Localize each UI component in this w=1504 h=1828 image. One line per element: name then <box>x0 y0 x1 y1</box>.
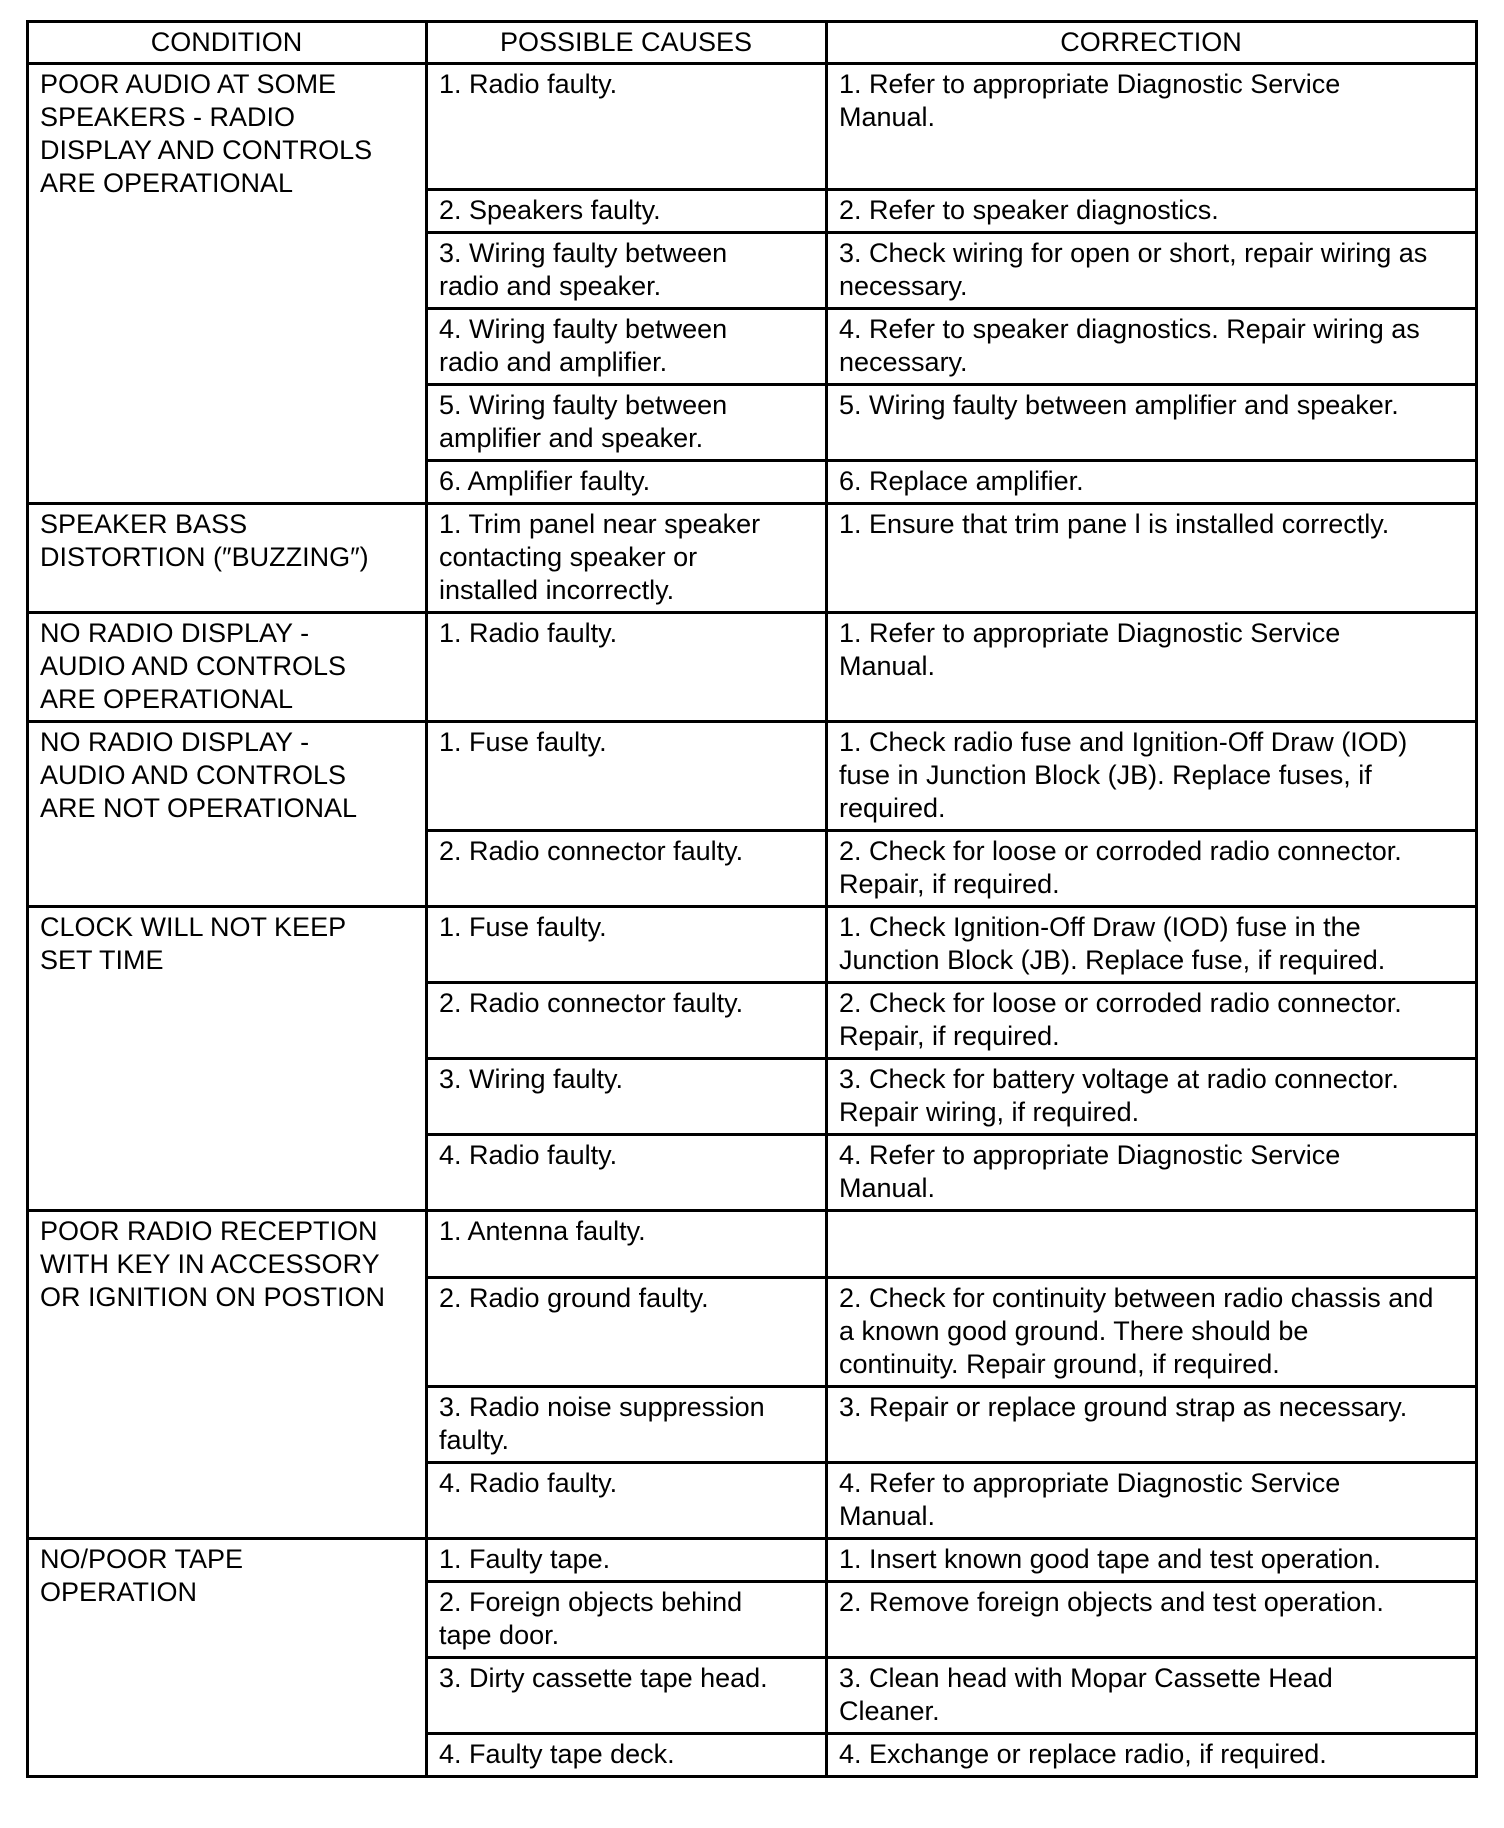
correction-cell: 5. Wiring faulty between amplifier and speaker. <box>827 385 1477 461</box>
correction-cell: 2. Refer to speaker diagnostics. <box>827 190 1477 233</box>
cause-cell: 4. Wiring faulty between radio and amplifier. <box>427 309 827 385</box>
table-row <box>28 1539 1477 1582</box>
cause-cell: 4. Radio faulty. <box>427 1463 827 1539</box>
correction-cell: 2. Check for loose or corroded radio connector. Repair, if required. <box>827 831 1477 907</box>
table-body <box>28 64 1477 1777</box>
correction-cell <box>827 1211 1477 1278</box>
condition-cell: CLOCK WILL NOT KEEP SET TIME <box>28 907 427 1211</box>
diagnosis-sheet <box>26 20 1475 1778</box>
table-row <box>28 64 1477 190</box>
cause-cell: 1. Antenna faulty. <box>427 1211 827 1278</box>
cause-cell: 3. Wiring faulty. <box>427 1059 827 1135</box>
correction-cell: 2. Remove foreign objects and test operation. <box>827 1582 1477 1658</box>
correction-cell: 4. Exchange or replace radio, if required. <box>827 1734 1477 1777</box>
correction-cell: 1. Check radio fuse and Ignition-Off Draw (IOD) fuse in Junction Block (JB). Replace fuses, if required. <box>827 722 1477 831</box>
cause-cell: 1. Trim panel near speaker contacting speaker or installed incorrectly. <box>427 504 827 613</box>
header-possible-causes: POSSIBLE CAUSES <box>427 22 827 64</box>
correction-cell: 3. Check for battery voltage at radio connector. Repair wiring, if required. <box>827 1059 1477 1135</box>
correction-cell: 4. Refer to appropriate Diagnostic Service Manual. <box>827 1135 1477 1211</box>
correction-cell: 3. Clean head with Mopar Cassette Head Cleaner. <box>827 1658 1477 1734</box>
cause-cell: 5. Wiring faulty between amplifier and speaker. <box>427 385 827 461</box>
correction-cell: 4. Refer to speaker diagnostics. Repair wiring as necessary. <box>827 309 1477 385</box>
correction-cell: 2. Check for loose or corroded radio connector. Repair, if required. <box>827 983 1477 1059</box>
condition-cell: NO RADIO DISPLAY - AUDIO AND CONTROLS ARE NOT OPERATIONAL <box>28 722 427 907</box>
header-correction: CORRECTION <box>827 22 1477 64</box>
correction-cell: 1. Ensure that trim pane l is installed correctly. <box>827 504 1477 613</box>
correction-cell: 1. Insert known good tape and test operation. <box>827 1539 1477 1582</box>
diagnosis-table <box>26 20 1478 1778</box>
cause-cell: 2. Radio ground faulty. <box>427 1278 827 1387</box>
cause-cell: 1. Fuse faulty. <box>427 907 827 983</box>
table-row <box>28 1211 1477 1278</box>
table-row <box>28 722 1477 831</box>
condition-cell: POOR RADIO RECEPTION WITH KEY IN ACCESSORY OR IGNITION ON POSTION <box>28 1211 427 1539</box>
cause-cell: 3. Wiring faulty between radio and speaker. <box>427 233 827 309</box>
cause-cell: 1. Faulty tape. <box>427 1539 827 1582</box>
correction-cell: 3. Check wiring for open or short, repair wiring as necessary. <box>827 233 1477 309</box>
cause-cell: 4. Radio faulty. <box>427 1135 827 1211</box>
table-row <box>28 613 1477 722</box>
cause-cell: 6. Amplifier faulty. <box>427 461 827 504</box>
correction-cell: 4. Refer to appropriate Diagnostic Service Manual. <box>827 1463 1477 1539</box>
header-row <box>28 22 1477 64</box>
cause-cell: 2. Radio connector faulty. <box>427 983 827 1059</box>
correction-cell: 6. Replace amplifier. <box>827 461 1477 504</box>
correction-cell: 1. Refer to appropriate Diagnostic Service Manual. <box>827 64 1477 190</box>
cause-cell: 1. Fuse faulty. <box>427 722 827 831</box>
cause-cell: 2. Speakers faulty. <box>427 190 827 233</box>
correction-cell: 3. Repair or replace ground strap as necessary. <box>827 1387 1477 1463</box>
condition-cell: NO/POOR TAPE OPERATION <box>28 1539 427 1777</box>
cause-cell: 3. Dirty cassette tape head. <box>427 1658 827 1734</box>
table-row <box>28 907 1477 983</box>
cause-cell: 3. Radio noise suppression faulty. <box>427 1387 827 1463</box>
cause-cell: 2. Radio connector faulty. <box>427 831 827 907</box>
condition-cell: SPEAKER BASS DISTORTION (″BUZZING″) <box>28 504 427 613</box>
correction-cell: 1. Check Ignition-Off Draw (IOD) fuse in the Junction Block (JB). Replace fuse, if required. <box>827 907 1477 983</box>
correction-cell: 1. Refer to appropriate Diagnostic Service Manual. <box>827 613 1477 722</box>
cause-cell: 2. Foreign objects behind tape door. <box>427 1582 827 1658</box>
correction-cell: 2. Check for continuity between radio chassis and a known good ground. There should be continuity. Repair ground, if required. <box>827 1278 1477 1387</box>
cause-cell: 4. Faulty tape deck. <box>427 1734 827 1777</box>
cause-cell: 1. Radio faulty. <box>427 613 827 722</box>
condition-cell: POOR AUDIO AT SOME SPEAKERS - RADIO DISPLAY AND CONTROLS ARE OPERATIONAL <box>28 64 427 504</box>
condition-cell: NO RADIO DISPLAY - AUDIO AND CONTROLS ARE OPERATIONAL <box>28 613 427 722</box>
cause-cell: 1. Radio faulty. <box>427 64 827 190</box>
table-row <box>28 504 1477 613</box>
header-condition: CONDITION <box>28 22 427 64</box>
